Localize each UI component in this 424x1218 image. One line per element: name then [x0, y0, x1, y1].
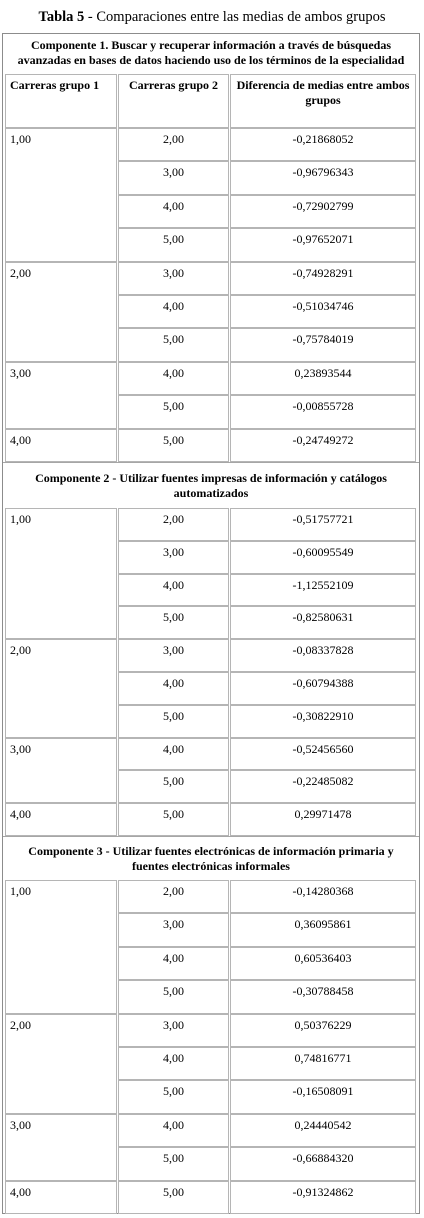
group2-cell: 4,00 — [118, 362, 229, 395]
group2-cell: 4,00 — [118, 1047, 229, 1080]
group2-cell: 4,00 — [118, 195, 229, 228]
mean-difference-cell: -0,74928291 — [230, 262, 416, 295]
mean-difference-cell: 0,29971478 — [230, 803, 416, 836]
group2-cell: 2,00 — [118, 880, 229, 913]
group2-cell: 4,00 — [118, 672, 229, 705]
column-header: Carreras grupo 1 — [5, 74, 117, 128]
caption-text: - Comparaciones entre las medias de ambos grupos — [84, 9, 386, 25]
group2-cell: 3,00 — [118, 161, 229, 195]
group1-cell: 2,00 — [5, 639, 117, 738]
group2-cell: 3,00 — [118, 913, 229, 947]
mean-difference-cell: -0,24749272 — [230, 429, 416, 462]
comparison-table — [2, 33, 420, 1214]
group2-cell: 5,00 — [118, 980, 229, 1014]
group2-cell: 2,00 — [118, 128, 229, 161]
mean-difference-cell: -0,22485082 — [230, 770, 416, 803]
group2-cell: 5,00 — [118, 606, 229, 639]
group2-cell: 5,00 — [118, 770, 229, 803]
group2-cell: 5,00 — [118, 228, 229, 262]
mean-difference-cell: -0,30822910 — [230, 705, 416, 738]
group1-cell: 4,00 — [5, 1181, 117, 1214]
table-caption — [0, 6, 424, 28]
group2-cell: 5,00 — [118, 1147, 229, 1181]
mean-difference-cell: -1,12552109 — [230, 574, 416, 606]
mean-difference-cell: -0,60794388 — [230, 672, 416, 705]
group1-cell: 4,00 — [5, 429, 117, 462]
mean-difference-cell: -0,52456560 — [230, 738, 416, 770]
group1-cell: 3,00 — [5, 738, 117, 803]
mean-difference-cell: -0,51034746 — [230, 295, 416, 328]
mean-difference-cell: -0,97652071 — [230, 228, 416, 262]
component-separator — [3, 462, 419, 463]
mean-difference-cell: -0,60095549 — [230, 541, 416, 574]
mean-difference-cell: 0,60536403 — [230, 947, 416, 980]
group1-cell: 1,00 — [5, 880, 117, 1014]
mean-difference-cell: 0,24440542 — [230, 1114, 416, 1147]
group1-cell: 3,00 — [5, 1114, 117, 1181]
group2-cell: 5,00 — [118, 395, 229, 429]
mean-difference-cell: -0,96796343 — [230, 161, 416, 195]
column-header: Carreras grupo 2 — [118, 74, 229, 128]
group1-cell: 1,00 — [5, 128, 117, 262]
group2-cell: 4,00 — [118, 738, 229, 770]
mean-difference-cell: 0,36095861 — [230, 913, 416, 947]
mean-difference-cell: -0,72902799 — [230, 195, 416, 228]
group2-cell: 5,00 — [118, 429, 229, 462]
group2-cell: 4,00 — [118, 574, 229, 606]
mean-difference-cell: -0,30788458 — [230, 980, 416, 1014]
group2-cell: 5,00 — [118, 1080, 229, 1114]
group2-cell: 3,00 — [118, 262, 229, 295]
group1-cell: 2,00 — [5, 1014, 117, 1114]
group2-cell: 5,00 — [118, 803, 229, 836]
component-title: Componente 3 - Utilizar fuentes electrónicas de información primaria y fuentes electrónicas informales — [28, 844, 394, 873]
component-title: Componente 1. Buscar y recuperar información a través de búsquedas avanzadas en bases de datos haciendo uso de los términos de la especialidad — [17, 38, 405, 67]
mean-difference-cell: -0,14280368 — [230, 880, 416, 913]
mean-difference-cell: 0,23893544 — [230, 362, 416, 395]
mean-difference-cell: 0,74816771 — [230, 1047, 416, 1080]
mean-difference-cell: -0,16508091 — [230, 1080, 416, 1114]
mean-difference-cell: -0,66884320 — [230, 1147, 416, 1181]
group2-cell: 3,00 — [118, 541, 229, 574]
mean-difference-cell: -0,91324862 — [230, 1181, 416, 1214]
mean-difference-cell: -0,21868052 — [230, 128, 416, 161]
group1-cell: 4,00 — [5, 803, 117, 836]
group2-cell: 3,00 — [118, 1014, 229, 1047]
group1-cell: 1,00 — [5, 508, 117, 639]
group2-cell: 5,00 — [118, 705, 229, 738]
group2-cell: 4,00 — [118, 947, 229, 980]
group2-cell: 5,00 — [118, 1181, 229, 1214]
group1-cell: 2,00 — [5, 262, 117, 362]
mean-difference-cell: -0,08337828 — [230, 639, 416, 672]
group2-cell: 3,00 — [118, 639, 229, 672]
mean-difference-cell: -0,82580631 — [230, 606, 416, 639]
mean-difference-cell: -0,00855728 — [230, 395, 416, 429]
mean-difference-cell: -0,51757721 — [230, 508, 416, 541]
column-header: Diferencia de medias entre ambos grupos — [230, 74, 416, 128]
mean-difference-cell: 0,50376229 — [230, 1014, 416, 1047]
group2-cell: 4,00 — [118, 295, 229, 328]
group2-cell: 5,00 — [118, 328, 229, 362]
mean-difference-cell: -0,75784019 — [230, 328, 416, 362]
group2-cell: 4,00 — [118, 1114, 229, 1147]
group2-cell: 2,00 — [118, 508, 229, 541]
component-title: Componente 2 - Utilizar fuentes impresas de información y catálogos automatizados — [35, 471, 387, 500]
caption-label: Tabla 5 — [38, 9, 85, 25]
component-separator — [3, 836, 419, 837]
group1-cell: 3,00 — [5, 362, 117, 429]
